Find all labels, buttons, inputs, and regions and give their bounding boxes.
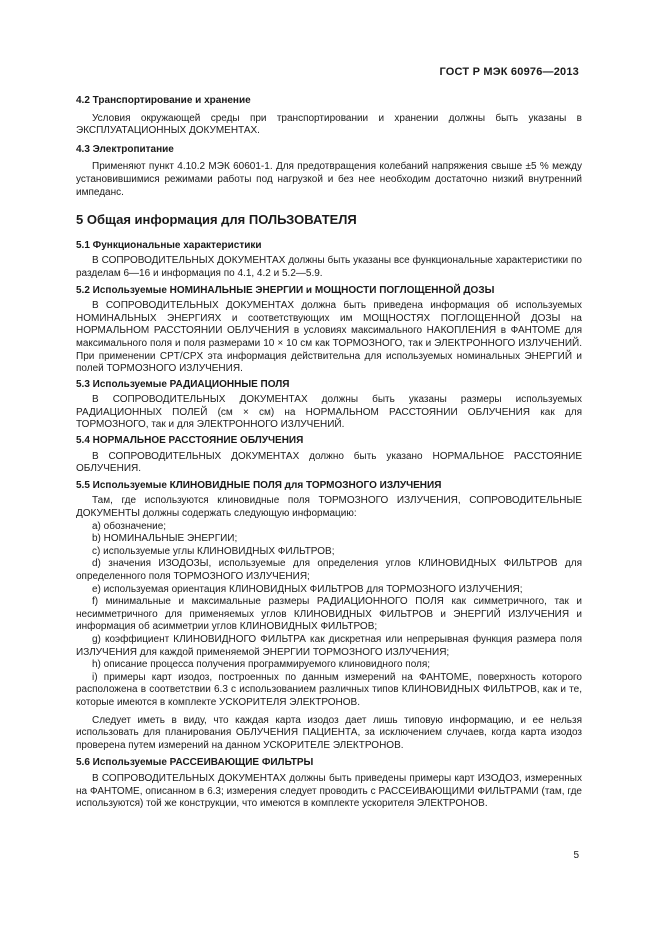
section-5-1-heading: 5.1 Функциональные характеристики xyxy=(76,239,262,251)
section-4-3-text: Применяют пункт 4.10.2 МЭК 60601-1. Для предотвращения колебаний напряжения свыше ±5 % между установившимися режимами работы под нагрузкой и без нее необходим достаточно низкий внутренний импеданс. xyxy=(76,161,582,198)
section-5-5-note: Следует иметь в виду, что каждая карта изодоз дает лишь типовую информацию, и ее нельзя использовать для планирования ОБЛУЧЕНИЯ ПАЦИЕНТА, за исключением случаев, когда карта изодоз проверена путем измерений на данном УСКОРИТЕЛЕ ЭЛЕКТРОНОВ. xyxy=(76,714,582,751)
section-5-6-heading: 5.6 Используемые РАССЕИВАЮЩИЕ ФИЛЬТРЫ xyxy=(76,757,314,769)
page-number: 5 xyxy=(573,850,579,861)
section-5-2-heading: 5.2 Используемые НОМИНАЛЬНЫЕ ЭНЕРГИИ и МОЩНОСТИ ПОГЛОЩЕННОЙ ДОЗЫ xyxy=(76,284,495,296)
section-4-2-text: Условия окружающей среды при транспортировании и хранении должны быть указаны в ЭКСПЛУАТАЦИОННЫХ ДОКУМЕНТАХ. xyxy=(76,112,582,137)
list-item: a) обозначение; xyxy=(92,520,167,532)
section-5-2-text: В СОПРОВОДИТЕЛЬНЫХ ДОКУМЕНТАХ должна быть приведена информация об используемых НОМИНАЛЬНЫХ ЭНЕРГИЯХ и соответствующих им МОЩНОСТЯХ ПОГЛОЩЕННОЙ ДОЗЫ на НОРМАЛЬНОМ РАССТОЯНИИ ОБЛУЧЕНИЯ в условиях максимального НАКОПЛЕНИЯ в ФАНТОМЕ для максимального поля и поля размерами 10 × 10 см как ТОРМОЗНОГО, так и ЭЛЕКТРОННОГО ИЗЛУЧЕНИЙ. При применении CPT/CPX эта информация действительна для используемых номинальных ЭНЕРГИЙ и полей ТОРМОЗНОГО ИЗЛУЧЕНИЯ. xyxy=(76,300,582,375)
section-5-5-heading: 5.5 Используемые КЛИНОВИДНЫЕ ПОЛЯ для ТОРМОЗНОГО ИЗЛУЧЕНИЯ xyxy=(76,479,442,491)
list-item: c) используемые углы КЛИНОВИДНЫХ ФИЛЬТРОВ; xyxy=(92,545,335,557)
list-item: d) значения ИЗОДОЗЫ, используемые для определения углов КЛИНОВИДНЫХ ФИЛЬТРОВ для определенного поля ТОРМОЗНОГО ИЗЛУЧЕНИЯ; xyxy=(76,558,582,582)
section-4-3-heading: 4.3 Электропитание xyxy=(76,143,174,155)
section-5-heading: 5 Общая информация для ПОЛЬЗОВАТЕЛЯ xyxy=(76,212,357,228)
list-item: e) используемая ориентация КЛИНОВИДНЫХ ФИЛЬТРОВ для ТОРМОЗНОГО ИЗЛУЧЕНИЯ; xyxy=(92,583,523,595)
list-item: i) примеры карт изодоз, построенных по данным измерений на ФАНТОМЕ, поверхность которого расположена в соответствии 6.3 с использованием различных типов КЛИНОВИДНЫХ ФИЛЬТРОВ, как и те, которые имеются в комплекте УСКОРИТЕЛЯ ЭЛЕКТРОНОВ. xyxy=(76,671,582,708)
document-body xyxy=(76,95,582,811)
list-item: f) минимальные и максимальные размеры РАДИАЦИОННОГО ПОЛЯ как симметричного, так и несимметричного для применяемых углов КЛИНОВИДНЫХ ФИЛЬТРОВ и ЭНЕРГИЙ ИЗЛУЧЕНИЯ и информация об асимметрии углов КЛИНОВИДНЫХ ФИЛЬТРОВ; xyxy=(76,596,582,633)
section-5-4-heading: 5.4 НОРМАЛЬНОЕ РАССТОЯНИЕ ОБЛУЧЕНИЯ xyxy=(76,435,304,447)
section-5-3-heading: 5.3 Используемые РАДИАЦИОННЫЕ ПОЛЯ xyxy=(76,378,290,390)
section-5-4-text: В СОПРОВОДИТЕЛЬНЫХ ДОКУМЕНТАХ должно быть указано НОРМАЛЬНОЕ РАССТОЯНИЕ ОБЛУЧЕНИЯ. xyxy=(76,450,582,475)
section-5-3-text: В СОПРОВОДИТЕЛЬНЫХ ДОКУМЕНТАХ должны быть указаны размеры используемых РАДИАЦИОННЫХ ПОЛЕЙ (см × см) на НОРМАЛЬНОМ РАССТОЯНИИ ОБЛУЧЕНИЯ как для ТОРМОЗНОГО, так и для ЭЛЕКТРОННОГО ИЗЛУЧЕНИЙ. xyxy=(76,394,582,431)
list-item: b) НОМИНАЛЬНЫЕ ЭНЕРГИИ; xyxy=(92,533,238,545)
section-5-5-intro: Там, где используются клиновидные поля ТОРМОЗНОГО ИЗЛУЧЕНИЯ, СОПРОВОДИТЕЛЬНЫЕ ДОКУМЕНТЫ должны содержать следующую информацию: xyxy=(76,495,582,520)
list-item: g) коэффициент КЛИНОВИДНОГО ФИЛЬТРА как дискретная или непрерывная функция размера поля ИЗЛУЧЕНИЯ для каждой применяемой ЭНЕРГИИ ТОРМОЗНОГО ИЗЛУЧЕНИЯ; xyxy=(76,633,582,658)
list-item: h) описание процесса получения программируемого клиновидного поля; xyxy=(92,659,431,671)
section-5-6-text: В СОПРОВОДИТЕЛЬНЫХ ДОКУМЕНТАХ должны быть приведены примеры карт ИЗОДОЗ, измеренных на ФАНТОМЕ, описанном в 6.3; измерения следует проводить с РАССЕИВАЮЩИМИ ФИЛЬТРАМИ (там, где используются) той же конструкции, что имеются в комплекте ускорителя ЭЛЕКТРОНОВ. xyxy=(76,772,582,810)
section-4-2-heading: 4.2 Транспортирование и хранение xyxy=(76,95,251,106)
section-5-1-text: В СОПРОВОДИТЕЛЬНЫХ ДОКУМЕНТАХ должны быть указаны все функциональные характеристики по разделам 6—16 и информация по 4.1, 4.2 и 5.2—5.9. xyxy=(76,255,582,279)
document-header: ГОСТ Р МЭК 60976—2013 xyxy=(439,66,579,78)
